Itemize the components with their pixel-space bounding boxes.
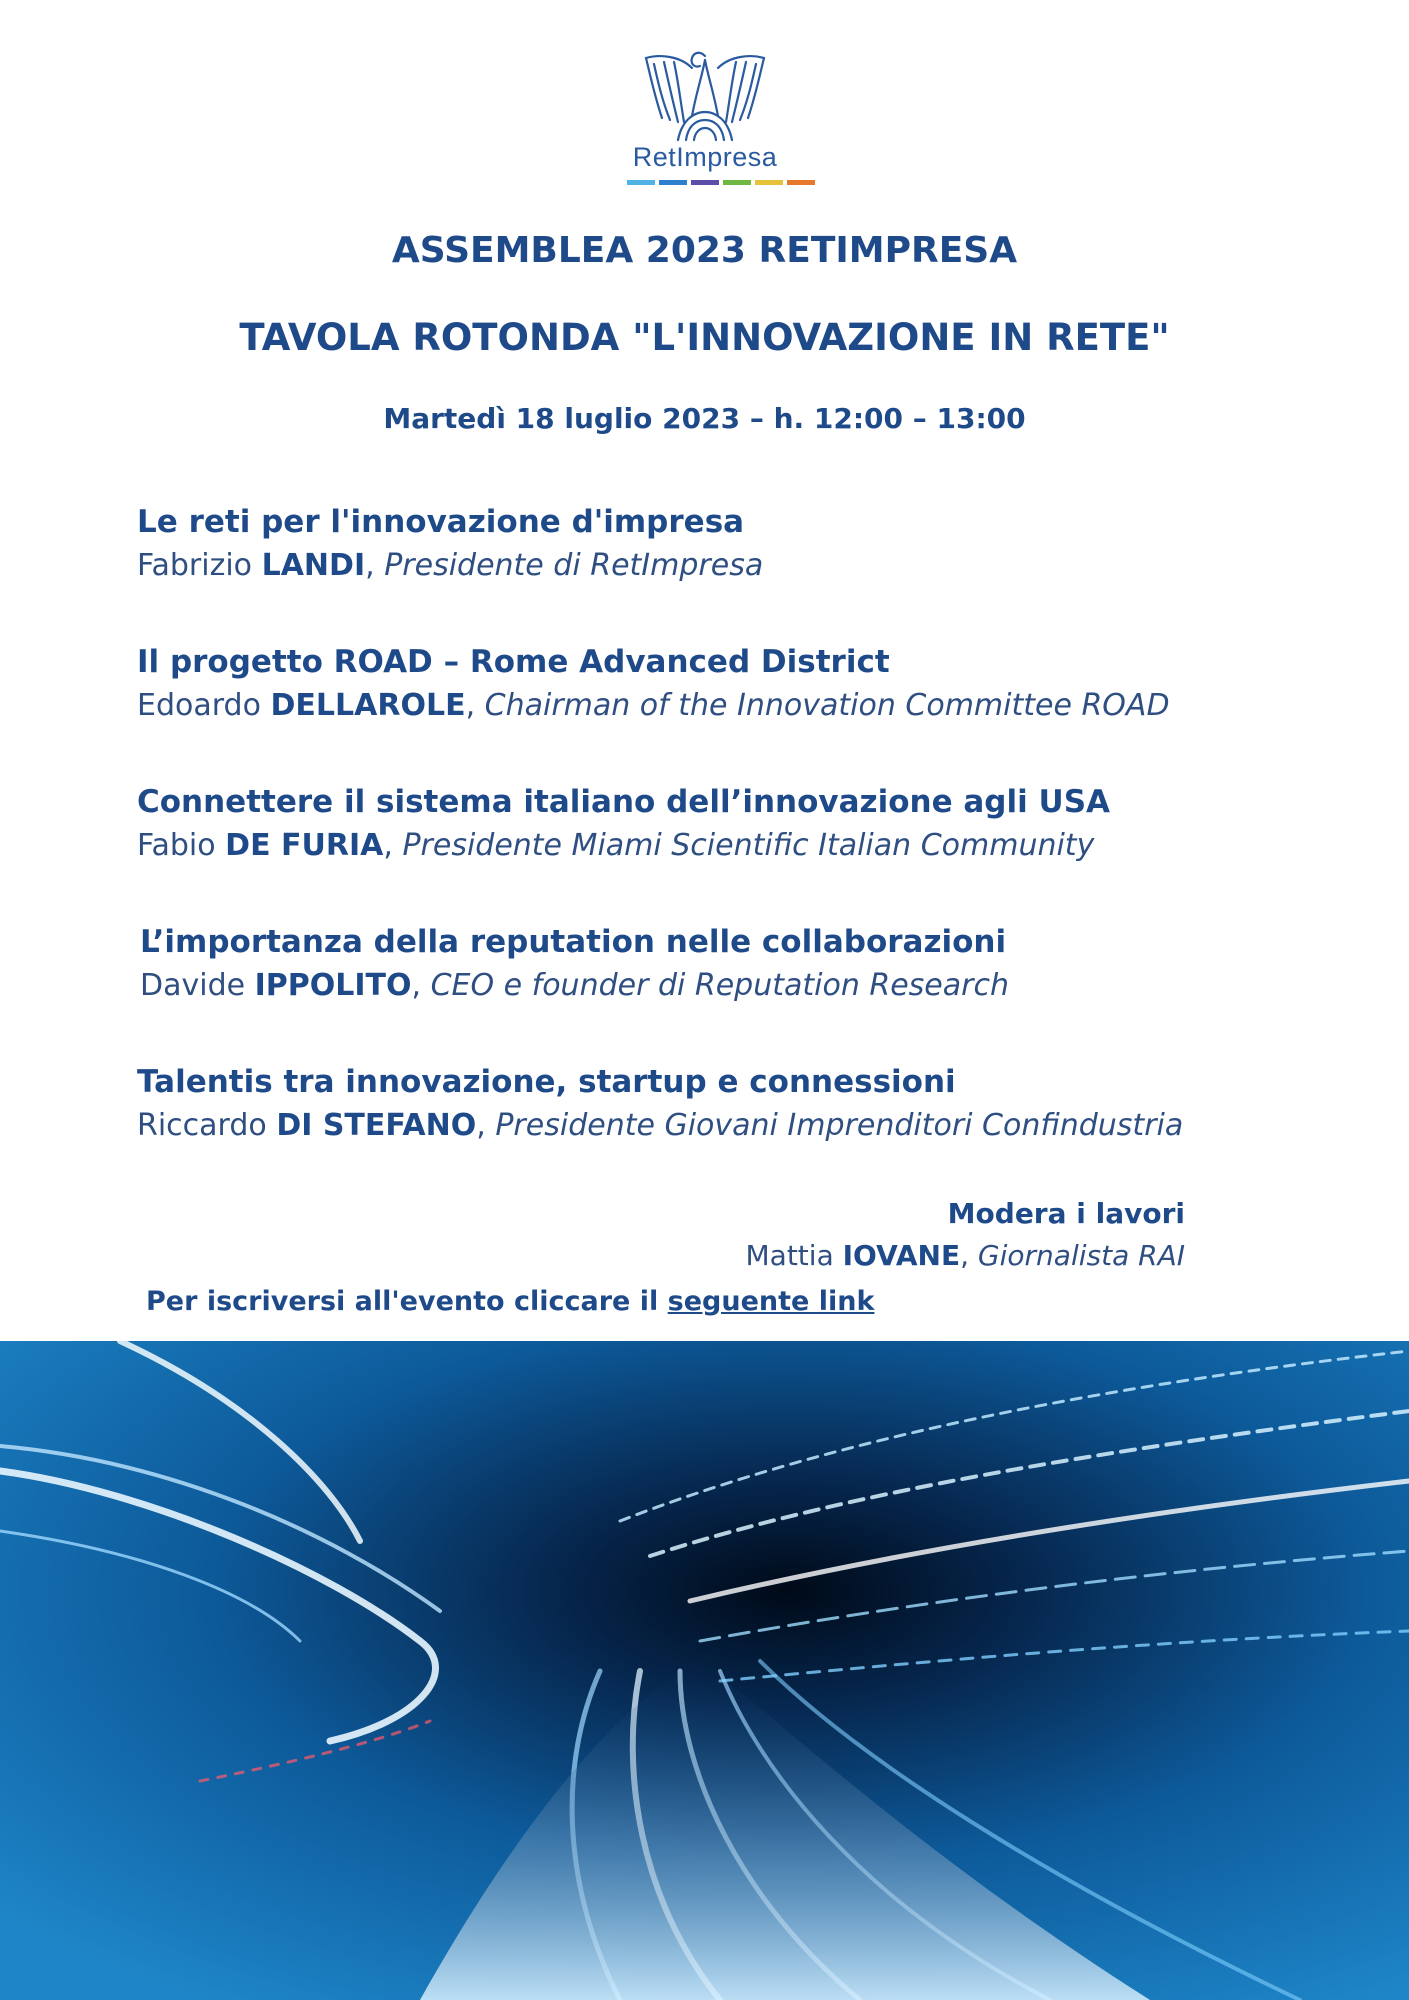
speaker-role: CEO e founder di Reputation Research (430, 968, 1009, 1003)
speaker-last-name: DI STEFANO (276, 1108, 477, 1143)
talk-item (140, 920, 1340, 1008)
speaker-last-name: LANDI (261, 548, 366, 583)
talk-item (137, 640, 1337, 728)
logo-bar (659, 180, 687, 185)
logo-bar (787, 180, 815, 185)
talk-title: Talentis tra innovazione, startup e connessioni (137, 1064, 956, 1100)
moderator-line: Mattia IOVANE, Giornalista RAI (745, 1239, 1185, 1272)
eagle-icon (620, 46, 790, 146)
speaker-role: Presidente Miami Scientific Italian Community (402, 828, 1095, 863)
speaker-last-name: DE FURIA (225, 828, 384, 863)
speaker-first-name: Davide (140, 968, 246, 1003)
logo-bar (755, 180, 783, 185)
speaker-line: Fabrizio LANDI, Presidente di RetImpresa (137, 548, 764, 583)
speaker-first-name: Fabio (137, 828, 216, 863)
speaker-line: Edoardo DELLAROLE, Chairman of the Innovation Committee ROAD (137, 688, 1170, 723)
talk-title: L’importanza della reputation nelle collaborazioni (140, 924, 1007, 960)
talk-item (137, 1060, 1337, 1148)
talk-item (137, 500, 1337, 588)
speaker-last-name: DELLAROLE (270, 688, 466, 723)
speaker-last-name: IPPOLITO (254, 968, 412, 1003)
speaker-role: Presidente Giovani Imprenditori Confindustria (495, 1108, 1184, 1143)
light-tunnel-image (0, 1341, 1409, 2000)
registration-line (146, 1286, 874, 1317)
moderator-label: Modera i lavori (947, 1197, 1185, 1230)
speaker-role: Chairman of the Innovation Committee ROAD (484, 688, 1170, 723)
speaker-first-name: Edoardo (137, 688, 261, 723)
event-title: ASSEMBLEA 2023 RETIMPRESA (391, 230, 1018, 271)
registration-link[interactable]: seguente link (667, 1286, 875, 1317)
talk-title: Le reti per l'innovazione d'impresa (137, 504, 745, 540)
logo-bar (723, 180, 751, 185)
retimpresa-logo (620, 46, 790, 196)
talk-item (137, 780, 1337, 868)
logo-wordmark: RetImpresa (632, 142, 778, 172)
event-date: Martedì 18 luglio 2023 – h. 12:00 – 13:00 (383, 402, 1026, 435)
registration-text: Per iscriversi all'evento cliccare il (146, 1286, 659, 1317)
moderator-last-name: IOVANE (842, 1239, 961, 1272)
logo-bar (691, 180, 719, 185)
speaker-role: Presidente di RetImpresa (384, 548, 764, 583)
moderator-role: Giornalista RAI (977, 1239, 1185, 1272)
speaker-first-name: Fabrizio (137, 548, 253, 583)
roundtable-title: TAVOLA ROTONDA "L'INNOVAZIONE IN RETE" (239, 316, 1170, 359)
speaker-line: Riccardo DI STEFANO, Presidente Giovani Imprenditori Confindustria (137, 1108, 1184, 1143)
talk-title: Il progetto ROAD – Rome Advanced District (137, 644, 890, 680)
moderator-first-name: Mattia (745, 1239, 834, 1272)
speaker-line: Davide IPPOLITO, CEO e founder di Reputation Research (140, 968, 1009, 1003)
moderator-block (746, 1193, 1185, 1277)
talk-title: Connettere il sistema italiano dell’innovazione agli USA (137, 784, 1111, 820)
speaker-first-name: Riccardo (137, 1108, 267, 1143)
speaker-line: Fabio DE FURIA, Presidente Miami Scientific Italian Community (137, 828, 1095, 863)
logo-bar (627, 180, 655, 185)
logo-color-bars (627, 180, 815, 185)
